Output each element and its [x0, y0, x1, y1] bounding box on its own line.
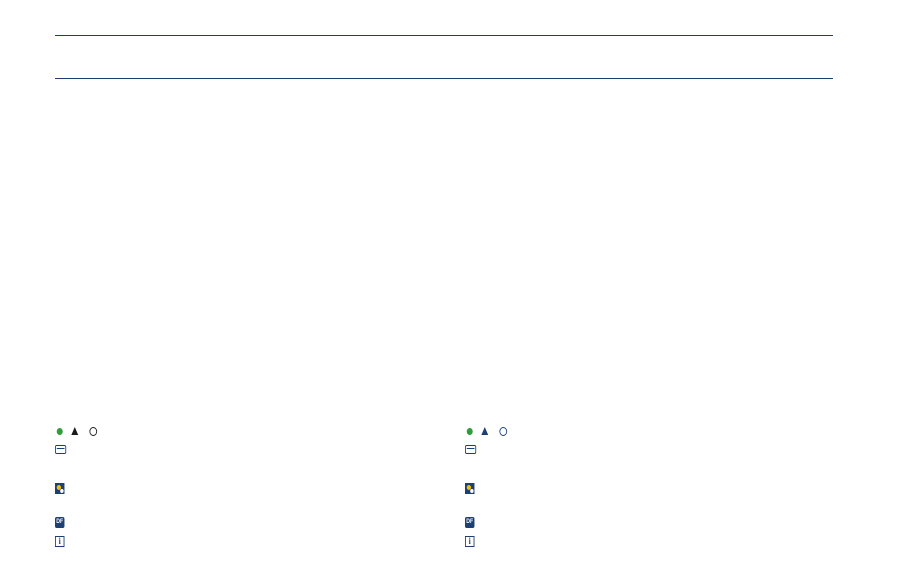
sleeve-note-de: [55, 443, 71, 455]
bore-note-de: [55, 516, 68, 528]
mms-icon: [55, 483, 64, 494]
sleeve-icon: [55, 445, 66, 454]
in-stock-dot-icon: [57, 428, 63, 435]
header-row-units: [55, 57, 833, 79]
sleeve-icon: [465, 445, 476, 454]
mms-note-en: [465, 482, 478, 494]
sleeve-note-en: [465, 443, 481, 455]
info-icon: i: [55, 536, 64, 547]
info-note-de: [55, 535, 68, 547]
short-lead-triangle-icon: [71, 427, 78, 435]
data-table: [55, 35, 833, 79]
header-row-symbols: [55, 36, 833, 57]
on-request-circle-icon: [500, 427, 508, 436]
data-carrier-icon: DF: [55, 517, 64, 528]
data-carrier-icon: DF: [465, 517, 474, 528]
short-lead-triangle-icon: [481, 427, 488, 435]
availability-legend-en: [465, 425, 509, 437]
availability-legend-de: [55, 425, 99, 437]
in-stock-dot-icon: [467, 428, 473, 435]
mms-icon: [465, 483, 474, 494]
info-icon: i: [465, 536, 474, 547]
mms-note-de: [55, 482, 68, 494]
on-request-circle-icon: [90, 427, 98, 436]
info-note-en: [465, 535, 478, 547]
bore-note-en: [465, 516, 478, 528]
